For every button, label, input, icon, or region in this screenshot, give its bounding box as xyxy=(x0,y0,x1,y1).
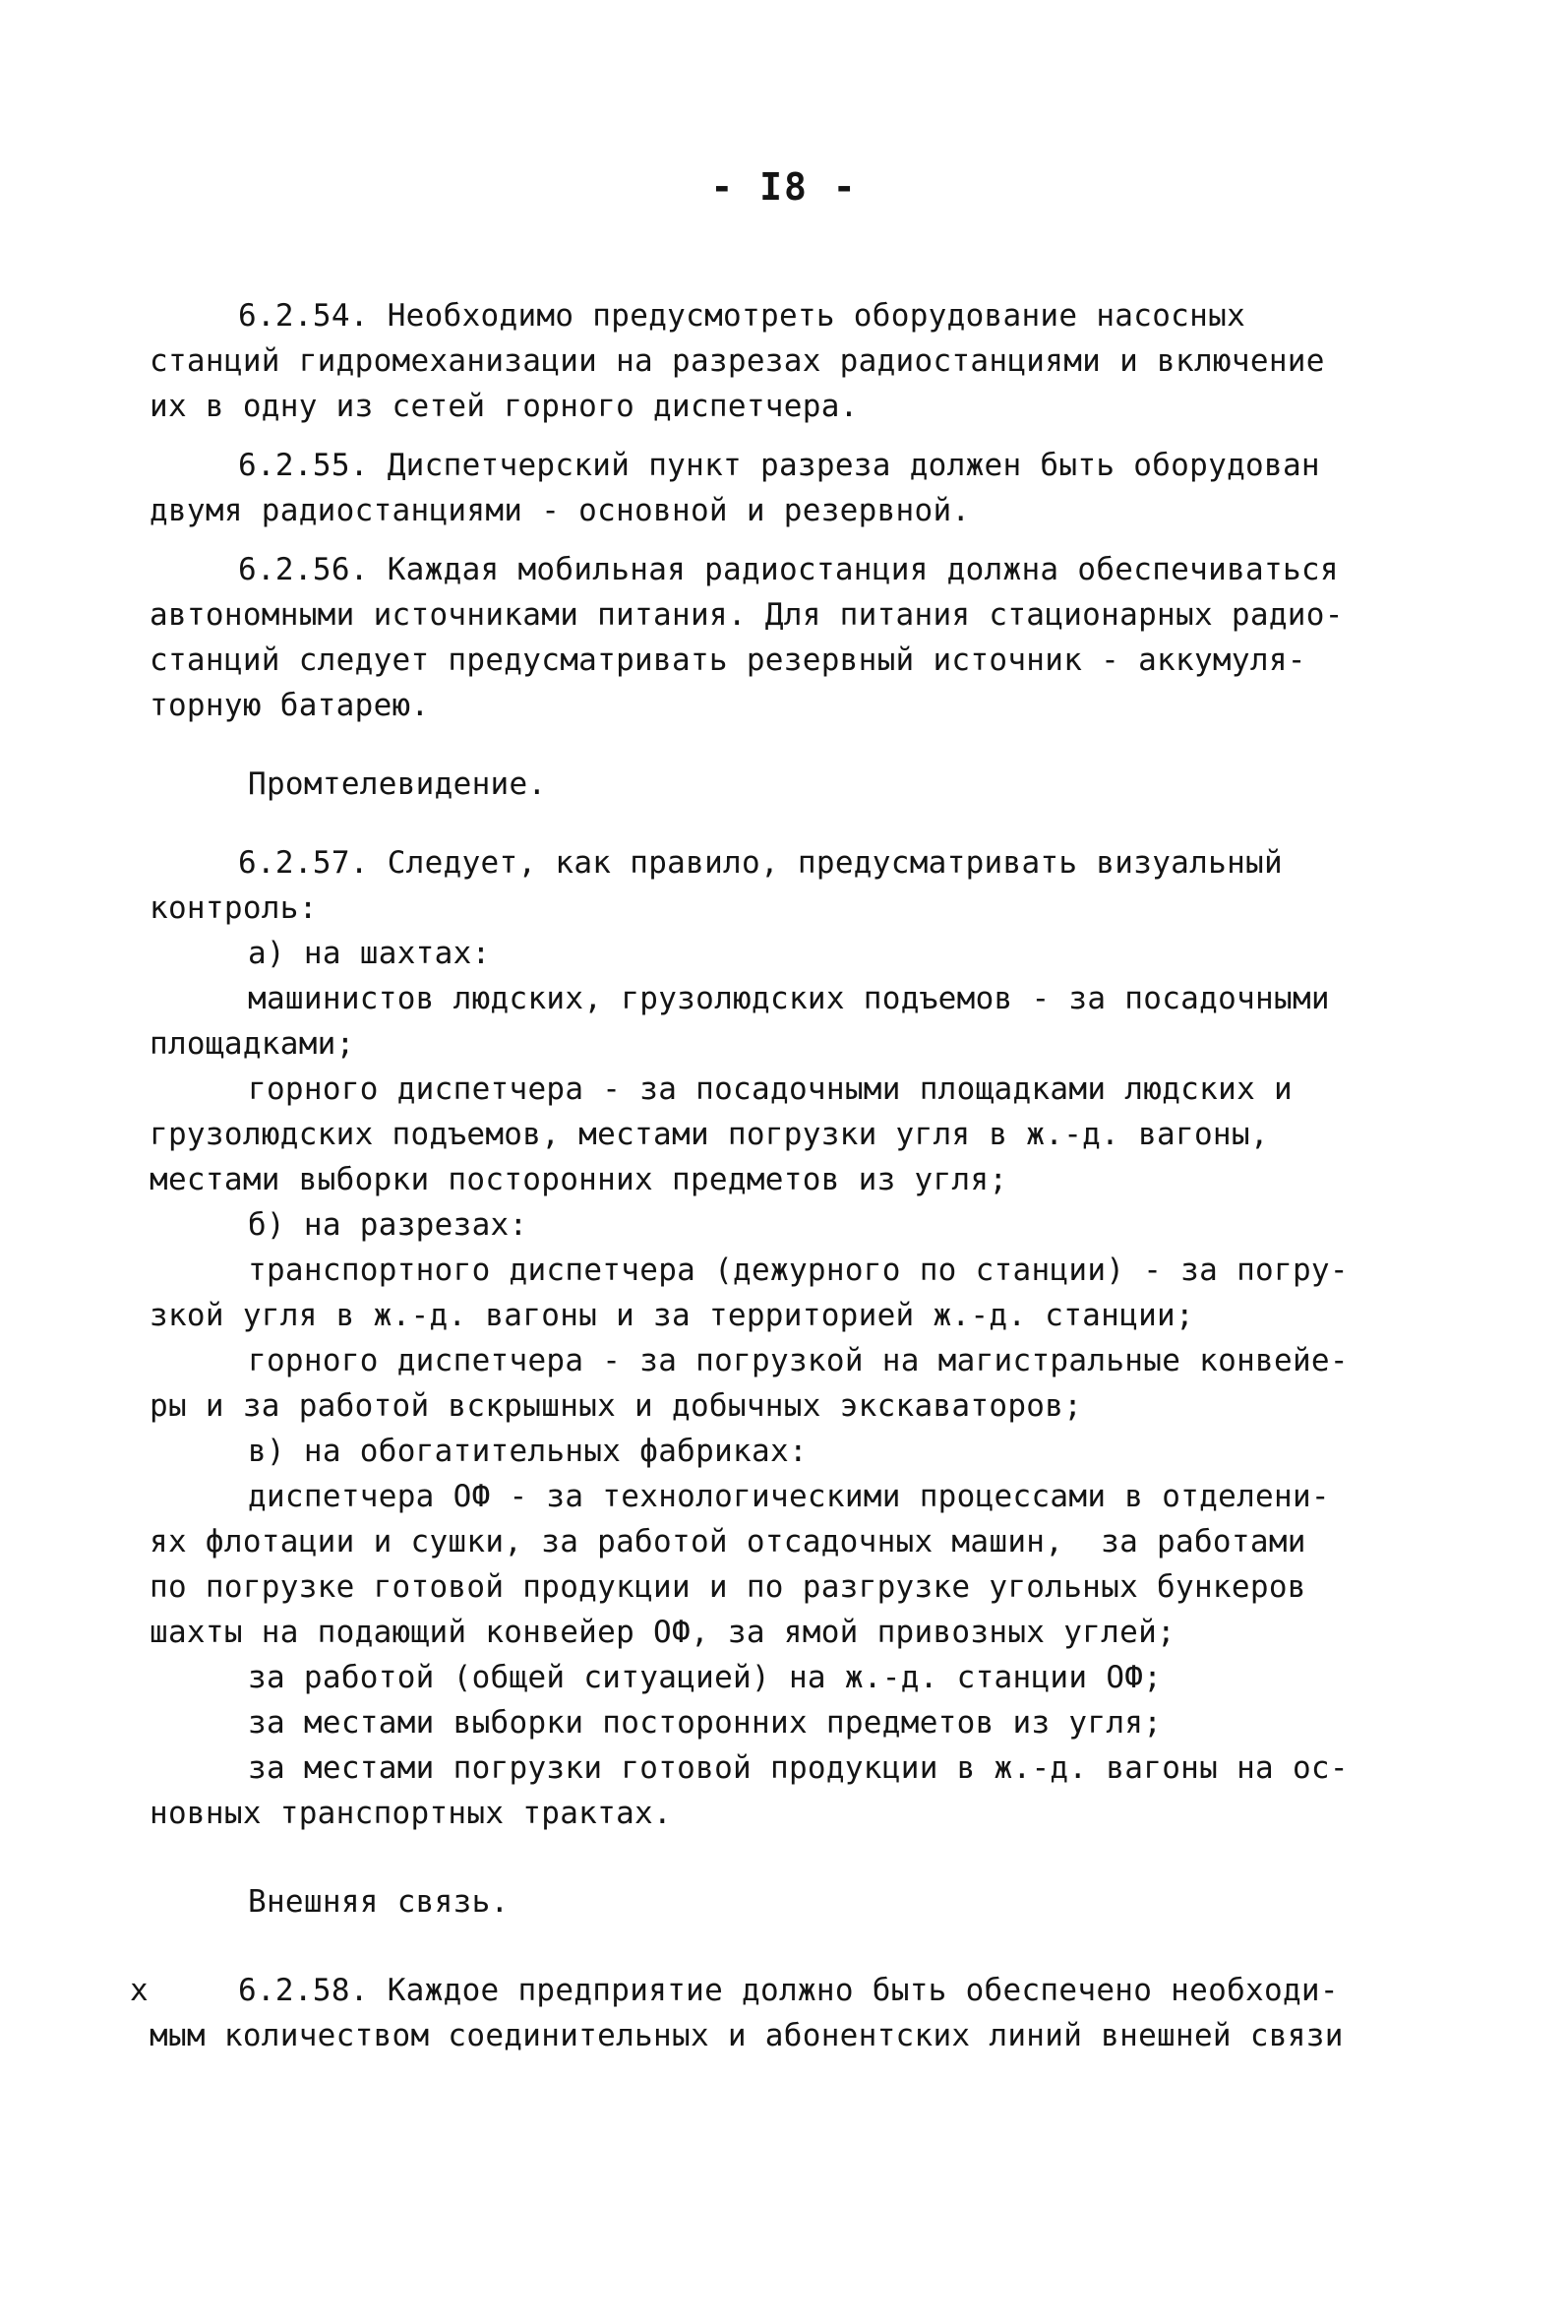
text-line: станций следует предусматривать резервный источник - аккумуля- xyxy=(150,642,1306,678)
page-number: - I8 - xyxy=(710,165,858,209)
text-line: транспортного диспетчера (дежурного по станции) - за погру- xyxy=(248,1253,1349,1288)
section-heading-promtelevidenie xyxy=(150,762,1428,807)
text-line: местами выборки посторонних предметов из угля; xyxy=(150,1162,1008,1197)
text-line: двумя радиостанциями - основной и резервной. xyxy=(150,493,971,528)
text-line: их в одну из сетей горного диспетчера. xyxy=(150,389,859,424)
text-line: 6.2.56. Каждая мобильная радиостанция должна обеспечиваться xyxy=(238,552,1339,587)
text-line: автономными источниками питания. Для питания стационарных радио- xyxy=(150,597,1344,633)
text-line: за местами погрузки готовой продукции в ж.-д. вагоны на ос- xyxy=(248,1750,1349,1786)
text-line: площадками; xyxy=(150,1026,355,1062)
text-line: 6.2.54. Необходимо предусмотреть оборудование насосных xyxy=(238,298,1246,334)
text-line: ях флотации и сушки, за работой отсадочных машин, за работами xyxy=(150,1524,1306,1560)
text-line: горного диспетчера - за погрузкой на магистральные конвейе- xyxy=(248,1343,1349,1378)
text-line: 6.2.58. Каждое предприятие должно быть обеспечено необходи- xyxy=(238,1973,1339,2008)
paragraph-6-2-57 xyxy=(150,840,1428,1836)
text-line: машинистов людских, грузолюдских подъемов - за посадочными xyxy=(248,981,1330,1016)
text-line: шахты на подающий конвейер ОФ, за ямой привозных углей; xyxy=(150,1615,1176,1650)
list-heading-b: б) на разрезах: xyxy=(248,1207,528,1243)
paragraph-6-2-54 xyxy=(150,293,1428,429)
margin-marker: x xyxy=(130,1973,149,2008)
text-line: по погрузке готовой продукции и по разгрузке угольных бункеров xyxy=(150,1569,1306,1605)
section-heading-vneshnyaya-svyaz xyxy=(150,1879,1428,1925)
text-line: ры и за работой вскрышных и добычных экскаваторов; xyxy=(150,1388,1083,1424)
text-line: 6.2.55. Диспетчерский пункт разреза должен быть оборудован xyxy=(238,448,1320,483)
text-line: станций гидромеханизации на разрезах радиостанциями и включение xyxy=(150,343,1325,379)
text-line: мым количеством соединительных и абонентских линий внешней связи xyxy=(150,2018,1344,2053)
paragraph-6-2-58 xyxy=(130,1968,1428,2058)
paragraph-6-2-55 xyxy=(150,443,1428,533)
text-line: за местами выборки посторонних предметов из угля; xyxy=(248,1705,1163,1741)
text-line: 6.2.57. Следует, как правило, предусматривать визуальный xyxy=(238,845,1283,881)
section-heading: Внешняя связь. xyxy=(248,1884,510,1920)
text-line: диспетчера ОФ - за технологическими процессами в отделени- xyxy=(248,1479,1330,1514)
text-line: грузолюдских подъемов, местами погрузки угля в ж.-д. вагоны, xyxy=(150,1117,1269,1152)
text-line: контроль: xyxy=(150,890,318,926)
section-heading: Промтелевидение. xyxy=(248,766,547,802)
paragraph-6-2-56 xyxy=(150,547,1428,728)
text-line: торную батарею. xyxy=(150,688,430,723)
document-body xyxy=(130,293,1428,2058)
text-line: зкой угля в ж.-д. вагоны и за территорией ж.-д. станции; xyxy=(150,1298,1194,1333)
text-line: новных транспортных трактах. xyxy=(150,1796,672,1831)
text-line: за работой (общей ситуацией) на ж.-д. станции ОФ; xyxy=(248,1660,1163,1695)
list-heading-a: а) на шахтах: xyxy=(248,936,491,971)
text-line: горного диспетчера - за посадочными площадками людских и xyxy=(248,1071,1293,1107)
list-heading-v: в) на обогатительных фабриках: xyxy=(248,1434,808,1469)
